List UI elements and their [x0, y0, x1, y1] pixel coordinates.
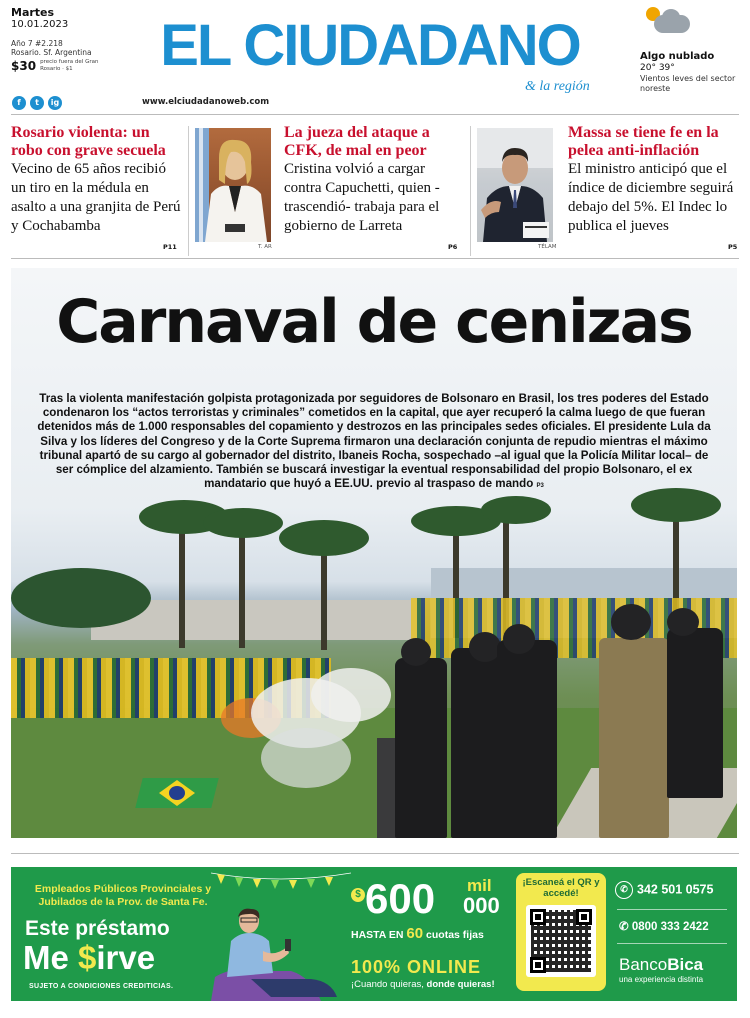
bunting-decoration	[211, 871, 351, 891]
riot-police	[395, 658, 447, 838]
twitter-icon[interactable]: t	[30, 96, 44, 110]
ad-line1: Este préstamo	[25, 917, 170, 940]
ad-online: 100% ONLINE	[351, 957, 482, 977]
teaser-body: Vecino de 65 años recibió un tiro en la médula en asalto a una granjita de Perú y Cochabamba	[11, 161, 181, 234]
teaser-headline: Massa se tiene fe en la pelea anti-inflación	[568, 124, 719, 159]
phone-icon: ✆	[619, 921, 632, 933]
ad-legal: SUJETO A CONDICIONES CREDITICIAS.	[29, 983, 174, 990]
phone-number[interactable]: ✆ 0800 333 2422	[619, 921, 709, 933]
whatsapp-icon: ✆	[615, 881, 633, 899]
price: $30	[11, 59, 37, 73]
column-divider	[470, 126, 471, 256]
lead-headline: Carnaval de cenizas	[56, 287, 692, 357]
teaser-page: P6	[448, 243, 458, 251]
ad-divider	[11, 853, 739, 854]
ad-line2: Me $irve	[23, 939, 156, 976]
ad-slogan: ¡Cuando quieras, donde quieras!	[351, 979, 495, 990]
teaser-page: P11	[163, 243, 177, 251]
bank-tagline: una experiencia distinta	[619, 975, 704, 984]
lead-summary	[31, 392, 717, 493]
qr-code[interactable]	[526, 905, 596, 977]
edition-date: 10.01.2023	[11, 19, 69, 30]
ad-audience: Empleados Públicos Provinciales y Jubilados de la Prov. de Santa Fe.	[34, 883, 212, 908]
ad-zeros: 000	[463, 893, 500, 918]
qr-panel[interactable]	[516, 873, 606, 991]
teaser-headline: La jueza del ataque a CFK, de mal en peor	[284, 124, 430, 159]
masthead-region: & la región	[525, 79, 590, 94]
teaser-body: El ministro anticipó que el índice de diciembre seguirá debajo del 5%. El Indec lo publica el jueves	[568, 161, 734, 234]
bank-logo: BancoBica	[619, 955, 704, 974]
coin-icon: $	[351, 888, 365, 902]
teaser-rosario[interactable]	[11, 124, 183, 236]
riot-police	[667, 628, 723, 798]
teaser-divider	[11, 258, 739, 259]
teaser-massa[interactable]	[568, 124, 740, 236]
weather-condition: Algo nublado	[640, 51, 715, 62]
qr-caption: ¡Escaneá el QR y accedé!	[522, 877, 600, 899]
partly-cloudy-icon	[644, 5, 692, 37]
photo-credit: TÉLAM	[538, 244, 557, 250]
price-note: precio fuera del Gran Rosario · $1	[40, 59, 99, 72]
weather-wind: Vientos leves del sector noreste	[640, 74, 736, 93]
teaser-jueza[interactable]	[284, 124, 464, 236]
edition-city: Rosario. Sf. Argentina	[11, 48, 92, 57]
facebook-icon[interactable]: f	[12, 96, 26, 110]
instagram-icon[interactable]: ig	[48, 96, 62, 110]
ad-mil: mil	[467, 876, 492, 895]
edition-day: Martes	[11, 6, 55, 19]
massa-photo[interactable]	[477, 128, 553, 242]
masthead-logo[interactable]: EL CIUDADANO	[160, 13, 580, 78]
teaser-page: P5	[728, 243, 738, 251]
judge-photo[interactable]	[195, 128, 271, 242]
price-row	[11, 59, 131, 73]
man-with-phone-illustration	[211, 907, 351, 1001]
lead-page: P3	[536, 483, 544, 490]
ad-installments: HASTA EN 60 cuotas fijas	[351, 925, 484, 942]
lead-text: Tras la violenta manifestación golpista protagonizada por seguidores de Bolsonaro en Brasil, los tres poderes del Estado condenaron los “actos terroristas y criminales” cometidos en la capital, que ayer recuperó la calma luego de que fueran detenidos más de 1.000 responsables del copamiento y destrozos en las principales sedes oficiales. El presidente Lula da Silva y los líderes del Congreso y de la Corte Suprema firmaron una declaración conjunta de repudio mientras el máximo tribunal apartó de su cargo al gobernador del distrito, Ibaneis Rocha, sospechado –al igual que la Policía Militar local– de ser cómplice del alzamiento. También se buscará investigar la eventual responsabilidad del propio Bolsonaro, el ex mandatario que huyó a EE.UU. previo al traspaso de mando	[37, 392, 711, 491]
soldier-camo	[599, 638, 669, 838]
ad-amount: 600	[365, 875, 436, 922]
photo-credit: T. AR	[258, 244, 272, 250]
riot-police	[497, 640, 557, 838]
bank-ad[interactable]	[11, 867, 737, 1001]
whatsapp-number[interactable]: ✆ 342 501 0575	[615, 881, 713, 899]
teaser-headline: Rosario violenta: un robo con grave secuela	[11, 124, 166, 159]
weather-temp: 20° 39°	[640, 63, 675, 73]
teaser-body: Cristina volvió a cargar contra Capuchetti, quien -trascendió- trabaja para el gobierno de Larreta	[284, 161, 440, 234]
weather-box	[640, 5, 745, 93]
column-divider	[188, 126, 189, 256]
header-divider	[11, 114, 739, 115]
edition-issue: Año 7 #2.218	[11, 39, 63, 48]
website-link[interactable]: www.elciudadanoweb.com	[142, 97, 270, 107]
edition-info	[11, 6, 131, 73]
lead-story[interactable]	[11, 268, 737, 838]
social-links	[12, 96, 62, 110]
